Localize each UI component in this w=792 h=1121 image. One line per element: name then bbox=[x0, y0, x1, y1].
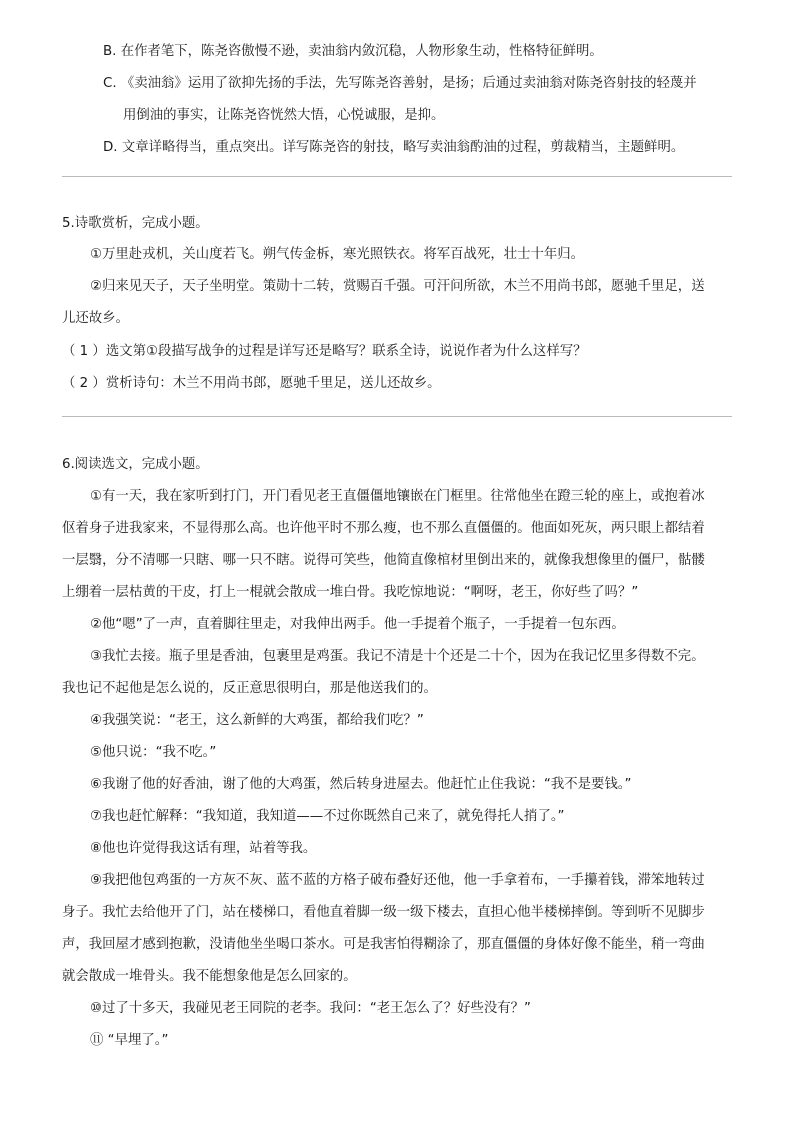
q6-paragraph-6: ⑥我谢了他的好香油，谢了他的大鸡蛋，然后转身进屋去。他赶忙止住我说：“我不是要钱。” bbox=[90, 777, 632, 792]
q6-paragraph-1-line2: 伛着身子进我家来，不显得那么高。也许他平时不那么瘦，也不那么直僵僵的。他面如死灰，两只眼上都结着 bbox=[62, 521, 705, 536]
q6-title: 6.阅读选文，完成小题。 bbox=[62, 457, 209, 472]
q6-paragraph-11: ⑪ “早埋了。” bbox=[90, 1033, 169, 1048]
q6-paragraph-1-line3: 一层翳，分不清哪一只瞎、哪一只不瞎。说得可笑些，他简直像棺材里倒出来的，就像我想像里的僵尸，骷髅 bbox=[62, 553, 705, 568]
q6-paragraph-1-line1: ①有一天，我在家听到打门，开门看见老王直僵僵地镶嵌在门框里。往常他坐在蹬三轮的座上，或抱着冰 bbox=[90, 489, 705, 504]
q6-paragraph-8: ⑧他也许觉得我这话有理，站着等我。 bbox=[90, 841, 317, 856]
q6-paragraph-3-line1: ③我忙去接。瓶子里是香油，包裹里是鸡蛋。我记不清是十个还是二十个，因为在我记忆里多得数不完。 bbox=[90, 649, 705, 664]
q4-option-c-line2: 用倒油的事实，让陈尧咨恍然大悟，心悦诚服，是抑。 bbox=[123, 108, 445, 123]
q6-paragraph-1-line4: 上绷着一层枯黄的干皮，打上一棍就会散成一堆白骨。我吃惊地说：“啊呀，老王，你好些了吗？” bbox=[62, 585, 639, 600]
q6-paragraph-10: ⑩过了十多天，我碰见老王同院的老李。我问：“老王怎么了？好些没有？” bbox=[90, 1001, 531, 1016]
q6-paragraph-9-line2: 身子。我忙去给他开了门，站在楼梯口，看他直着脚一级一级下楼去，直担心他半楼梯摔倒。等到听不见脚步 bbox=[62, 905, 705, 920]
q6-paragraph-3-line2: 我也记不起他是怎么说的，反正意思很明白，那是他送我们的。 bbox=[62, 681, 437, 696]
q5-poem-stanza-2-line2: 儿还故乡。 bbox=[62, 311, 129, 326]
q5-poem-stanza-1: ①万里赴戎机，关山度若飞。朔气传金柝，寒光照铁衣。将军百战死，壮士十年归。 bbox=[90, 247, 585, 262]
section-divider bbox=[62, 176, 732, 177]
q6-paragraph-4: ④我强笑说：“老王，这么新鲜的大鸡蛋，都给我们吃？” bbox=[90, 713, 424, 728]
q5-title: 5.诗歌赏析，完成小题。 bbox=[62, 216, 209, 231]
q5-subquestion-1: （ 1 ）选文第①段描写战争的过程是详写还是略写？联系全诗，说说作者为什么这样写？ bbox=[62, 344, 587, 359]
q5-subquestion-2: （ 2 ）赏析诗句：木兰不用尚书郎，愿驰千里足，送儿还故乡。 bbox=[62, 376, 441, 391]
q6-paragraph-9-line4: 就会散成一堆骨头。我不能想象他是怎么回家的。 bbox=[62, 969, 357, 984]
q6-paragraph-7: ⑦我也赶忙解释：“我知道，我知道——不过你既然自己来了，就免得托人捎了。” bbox=[90, 809, 565, 824]
q6-paragraph-5: ⑤他只说：“我不吃。” bbox=[90, 745, 217, 760]
q4-option-b: B. 在作者笔下，陈尧咨傲慢不逊，卖油翁内敛沉稳，人物形象生动，性格特征鲜明。 bbox=[103, 44, 603, 59]
q4-option-d: D. 文章详略得当，重点突出。详写陈尧咨的射技，略写卖油翁酌油的过程，剪裁精当，主题鲜明。 bbox=[103, 140, 685, 155]
q5-poem-stanza-2-line1: ②归来见天子，天子坐明堂。策勋十二转，赏赐百千强。可汗问所欲，木兰不用尚书郎，愿驰千里足，送 bbox=[90, 279, 705, 294]
q6-paragraph-9-line1: ⑨我把他包鸡蛋的一方灰不灰、蓝不蓝的方格子破布叠好还他，他一手拿着布，一手攥着钱，滞笨地转过 bbox=[90, 873, 705, 888]
section-divider bbox=[62, 416, 732, 417]
q4-option-c-line1: C. 《卖油翁》运用了欲抑先扬的手法，先写陈尧咨善射，是扬；后通过卖油翁对陈尧咨射技的轻蔑并 bbox=[103, 76, 697, 91]
q6-paragraph-2: ②他“嗯”了一声，直着脚往里走，对我伸出两手。他一手提着个瓶子，一手提着一包东西。 bbox=[90, 617, 625, 632]
q6-paragraph-9-line3: 声，我回屋才感到抱歉，没请他坐坐喝口茶水。可是我害怕得糊涂了，那直僵僵的身体好像不能坐，稍一弯曲 bbox=[62, 937, 705, 952]
